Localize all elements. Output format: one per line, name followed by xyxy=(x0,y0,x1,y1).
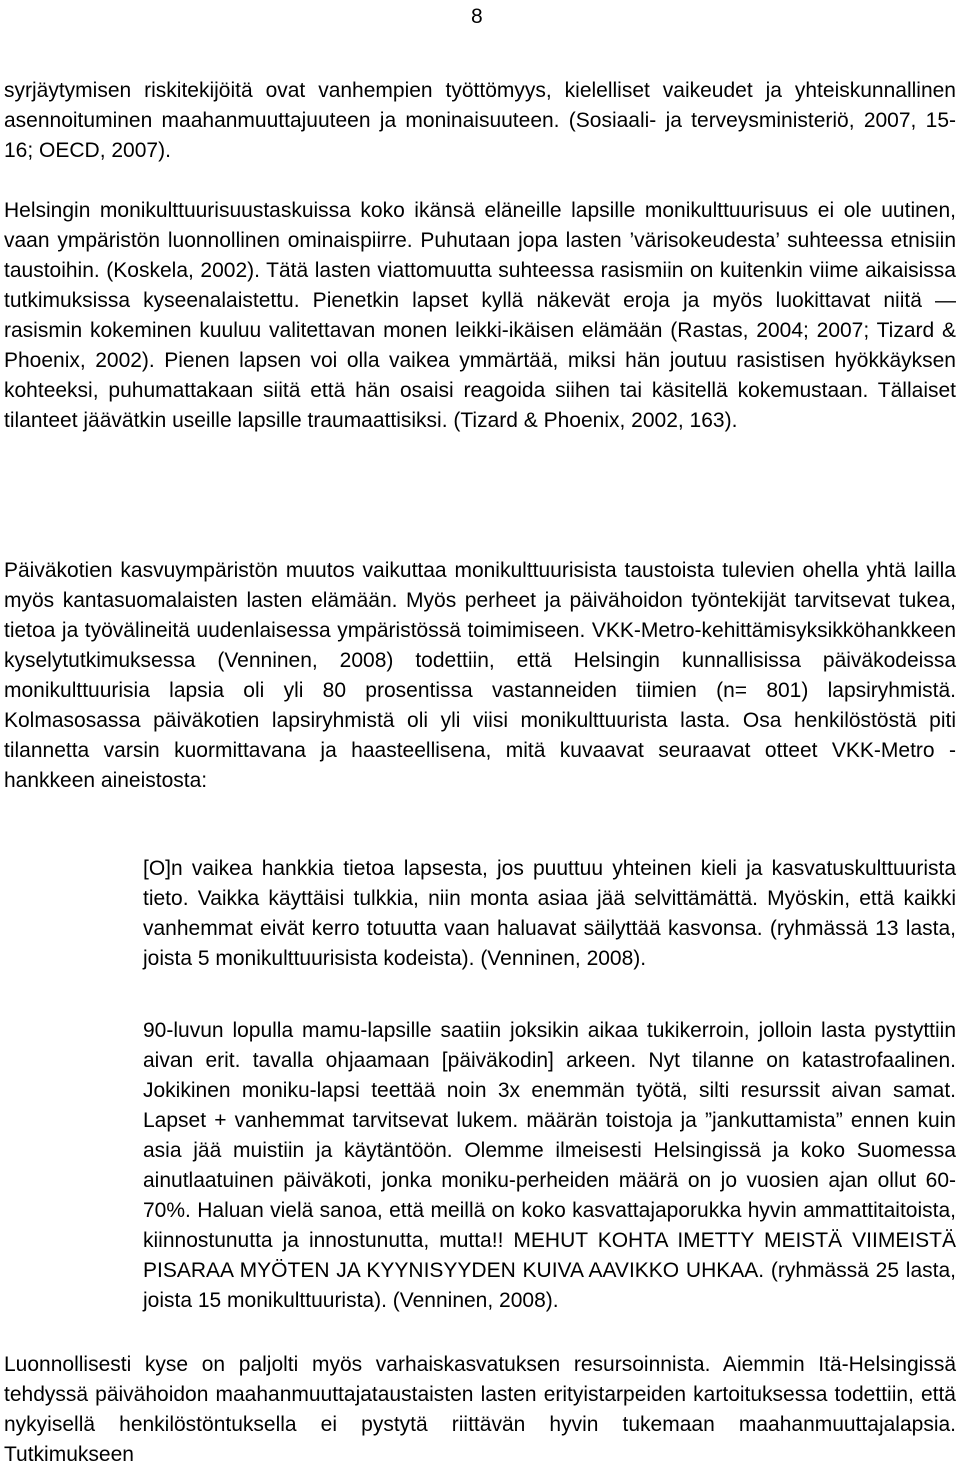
quote-parent-information: [O]n vaikea hankkia tietoa lapsesta, jos puuttuu yhteinen kieli ja kasvatuskulttuurista tieto. Vaikka käyttäisi tulkkia, niin monta asiaa jää selvittämättä. Myöskin, että kaikki vanhemmat eivät kerro totuutta vaan haluavat säilyttää kasvonsa. (ryhmässä 13 lasta, joista 5 monikulttuurisista kodeista). (Venninen, 2008). xyxy=(143,857,956,970)
paragraph-risk-factors: syrjäytymisen riskitekijöitä ovat vanhempien työttömyys, kielelliset vaikeudet ja yhteiskunnallinen asennoituminen maahanmuuttajuuteen ja moninaisuuteen. (Sosiaali- ja terveysministeriö, 2007, 15-16; OECD, 2007). xyxy=(4,79,956,162)
paragraph-early-education-resources: Luonnollisesti kyse on paljolti myös varhaiskasvatuksen resursoinnista. Aiemmin Itä-Helsingissä tehdyssä päivähoidon maahanmuuttajataustaisten lasten erityistarpeiden kartoituksessa todettiin, että nykyisellä henkilöstöntuksella ei pystytä riittävän hyvin tukemaan maahanmuuttajalapsia. Tutkimukseen xyxy=(4,1353,956,1466)
paragraph-helsinki-multiculturalism: Helsingin monikulttuurisuustaskuissa koko ikänsä eläneille lapsille monikulttuurisuus ei ole uutinen, vaan ympäristön luonnollinen ominaispiirre. Puhutaan jopa lasten ’värisokeudesta’ suhteessa etnisiin taustoihin. (Koskela, 2002). Tätä lasten viattomuutta suhteessa rasismiin on kuitenkin viime aikaisissa tutkimuksissa kyseenalaistettu. Pienetkin lapset kyllä näkevät eroja ja myös luokittavat niitä — rasismin kokeminen kuuluu valitettavan monen leikki-ikäisen elämään (Rastas, 2004; 2007; Tizard & Phoenix, 2002). Pienen lapsen voi olla vaikea ymmärtää, miksi hän joutuu rasistisen hyökkäyksen kohteeksi, puhumattakaan siitä että hän osaisi reagoida siihen tai käsitellä kokemustaan. Tällaiset tilanteet jäävätkin useille lapsille traumaattisiksi. (Tizard & Phoenix, 2002, 163). xyxy=(4,199,956,432)
quote-resources: 90-luvun lopulla mamu-lapsille saatiin joksikin aikaa tukikerroin, jolloin lasta pystyttiin aivan erit. tavalla ohjaamaan [päiväkodin] arkeen. Nyt tilanne on katastrofaalinen. Jokikinen moniku-lapsi teettää noin 3x enemmän työtä, silti resurssit aivan samat. Lapset + vanhemmat tarvitsevat lukem. määrän toistoja ja ”jankuttamista” ennen kuin asia jää muistiin ja käytäntöön. Olemme ilmeisesti Helsingissä ja koko Suomessa ainutlaatuinen päiväkoti, jonka moniku-perheiden määrä on jo vuosien ajan ollut 60-70%. Haluan vielä sanoa, että meillä on koko kasvattajaporukka hyvin ammattitaitoista, kiinnostunutta ja innostunutta, mutta!! MEHUT KOHTA IMETTY MEISTÄ VIIMEISTÄ PISARAA MYÖTEN JA KYYNISYYDEN KUIVA AAVIKKO UHKAA. (ryhmässä 25 lasta, joista 15 monikulttuurista). (Venninen, 2008). xyxy=(143,1019,956,1312)
paragraph-daycare-environment: Päiväkotien kasvuympäristön muutos vaikuttaa monikulttuurisista taustoista tulevien ohella yhtä lailla myös kantasuomalaisten lasten elämään. Myös perheet ja päivähoidon työntekijät tarvitsevat tukea, tietoa ja työvälineitä uudenlaisessa ympäristössä toimimiseen. VKK-Metro-kehittämisyksikköhankkeen kyselytutkimuksessa (Venninen, 2008) todettiin, että Helsingin kunnallisissa päiväkodeissa monikulttuurisia lapsia oli yli 80 prosentissa vastanneiden tiimien (n= 801) lapsiryhmistä. Kolmasosassa päiväkotien lapsiryhmistä oli yli viisi monikulttuurista lasta. Osa henkilöstöstä piti tilannetta varsin kuormittavana ja haasteellisena, mitä kuvaavat seuraavat otteet VKK-Metro -hankkeen aineistosta: xyxy=(4,559,956,792)
page-number: 8 xyxy=(471,5,483,28)
